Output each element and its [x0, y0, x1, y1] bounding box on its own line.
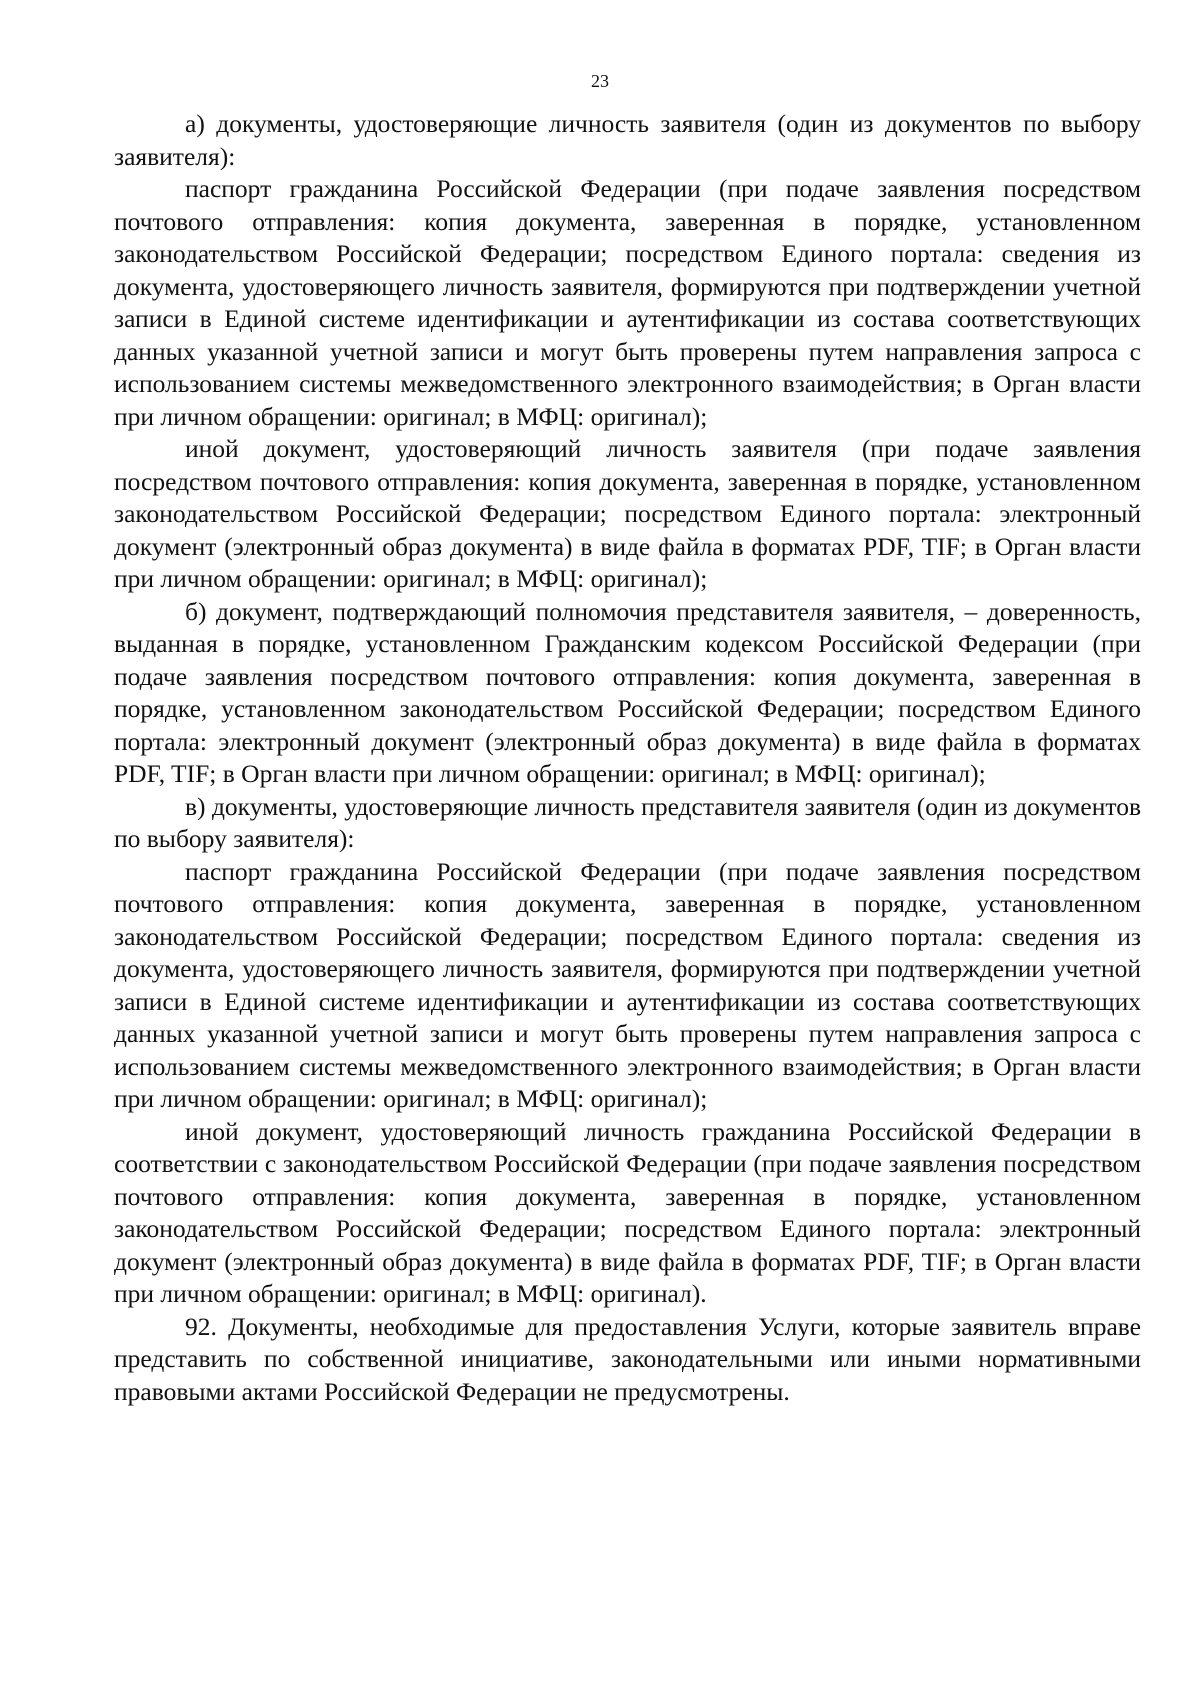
- paragraph-a-applicant-id-documents: а) документы, удостоверяющие личность заявителя (один из документов по выбору заявителя):: [114, 109, 1141, 171]
- paragraph-applicant-passport: паспорт гражданина Российской Федерации (при подаче заявления посредством почтового отправления: копия документа, заверенная в порядке, установленном законодательством Российской Федерации; посредством Единого портала: сведения из документа, удостоверяющего личность заявителя, формируются при подтверждении учетной записи в Единой системе идентификации и аутентификации из состава соответствующих данных указанной учетной записи и могут быть проверены путем направления запроса с использованием системы межведомственного электронного взаимодействия; в Орган власти при личном обращении: оригинал; в МФЦ: оригинал);: [114, 174, 1141, 431]
- page-number: 23: [591, 71, 609, 91]
- paragraph-b-power-of-attorney: б) документ, подтверждающий полномочия представителя заявителя, – доверенность, выданная в порядке, установленном Гражданским кодексом Российской Федерации (при подаче заявления посредством почтового отправления: копия документа, заверенная в порядке, установленном законодательством Российской Федерации; посредством Единого портала: электронный документ (электронный образ документа) в виде файла в форматах PDF, TIF; в Орган власти при личном обращении: оригинал; в МФЦ: оригинал);: [114, 596, 1141, 788]
- document-body: [114, 108, 1141, 1408]
- paragraph-representative-other-id: иной документ, удостоверяющий личность гражданина Российской Федерации в соответствии с законодательством Российской Федерации (при подаче заявления посредством почтового отправления: копия документа, заверенная в порядке, установленном законодательством Российской Федерации; посредством Единого портала: электронный документ (электронный образ документа) в виде файла в форматах PDF, TIF; в Орган власти при личном обращении: оригинал; в МФЦ: оригинал).: [114, 1116, 1141, 1308]
- paragraph-92-optional-documents: 92. Документы, необходимые для предоставления Услуги, которые заявитель вправе представить по собственной инициативе, законодательными или иными нормативными правовыми актами Российской Федерации не предусмотрены.: [114, 1311, 1141, 1406]
- paragraph-v-representative-id-documents: в) документы, удостоверяющие личность представителя заявителя (один из документов по выбору заявителя):: [114, 791, 1141, 853]
- paragraph-representative-passport: паспорт гражданина Российской Федерации (при подаче заявления посредством почтового отправления: копия документа, заверенная в порядке, установленном законодательством Российской Федерации; посредством Единого портала: сведения из документа, удостоверяющего личность заявителя, формируются при подтверждении учетной записи в Единой системе идентификации и аутентификации из состава соответствующих данных указанной учетной записи и могут быть проверены путем направления запроса с использованием системы межведомственного электронного взаимодействия; в Орган власти при личном обращении: оригинал; в МФЦ: оригинал);: [114, 856, 1141, 1113]
- paragraph-applicant-other-id: иной документ, удостоверяющий личность заявителя (при подаче заявления посредством почтового отправления: копия документа, заверенная в порядке, установленном законодательством Российской Федерации; посредством Единого портала: электронный документ (электронный образ документа) в виде файла в форматах PDF, TIF; в Орган власти при личном обращении: оригинал; в МФЦ: оригинал);: [114, 434, 1141, 593]
